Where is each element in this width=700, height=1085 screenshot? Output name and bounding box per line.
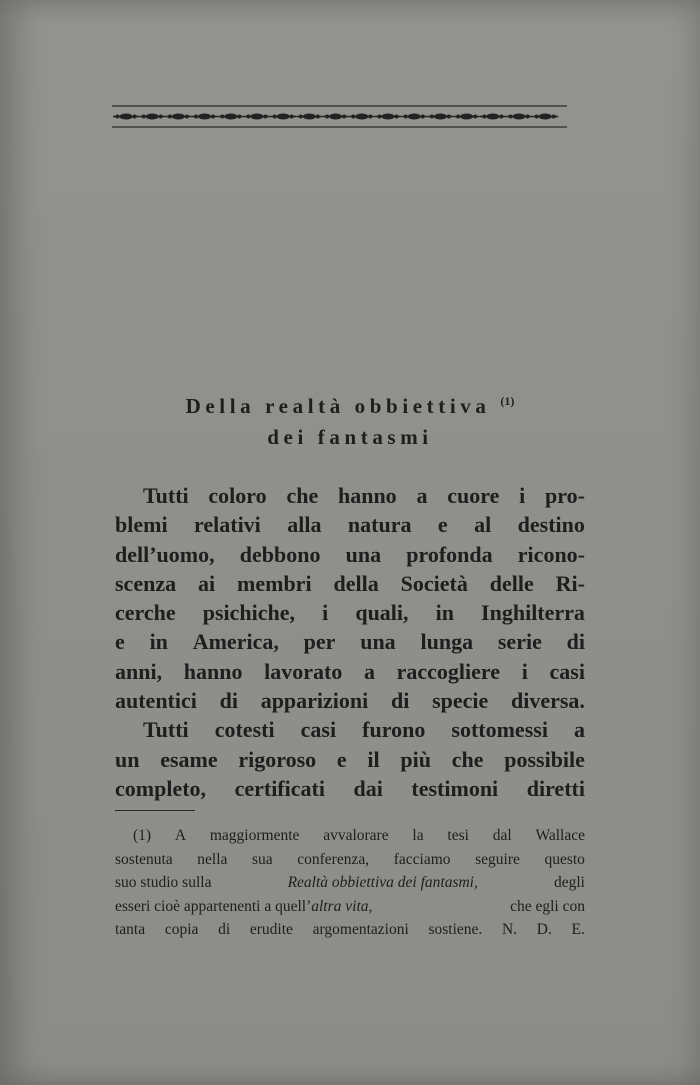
body-line: e in America, per una lunga serie di (115, 629, 585, 655)
footnote-line: sostenuta nella sua conferenza, facciamo seguire questo (115, 850, 585, 868)
body-line: scenza ai membri della Società delle Ri- (115, 570, 585, 596)
body-line: un esame rigoroso e il più che possibile (115, 746, 585, 772)
body-line: Tutti coloro che hanno a cuore i pro- (143, 483, 585, 508)
chapter-title-line-1 (60, 394, 640, 419)
footnote-line: suo studio sulla Realtà obbiettiva dei fantasmi, degli (115, 871, 585, 895)
body-line: completo, certificati dai testimoni diretti (115, 775, 585, 801)
italic-title-reference: Realtà obbiettiva dei fantasmi, (287, 874, 478, 892)
title-footnote-marker: (1) (500, 394, 515, 408)
body-paragraphs (115, 481, 585, 803)
footnote-line: tanta copia di erudite argomentazioni sostiene. N. D. E. (115, 921, 585, 939)
body-line: cerche psichiche, i quali, in Inghilterra (115, 600, 585, 626)
title-text: Della realtà obbiettiva (185, 394, 491, 418)
chapter-title-line-2: dei fantasmi (267, 425, 433, 449)
body-line: anni, hanno lavorato a raccogliere i casi (115, 658, 585, 684)
body-line: Tutti cotesti casi furono sottomessi a (143, 717, 585, 743)
footnote (115, 824, 585, 942)
footnote-line: (1) A maggiormente avvalorare la tesi dal Wallace (133, 827, 585, 844)
body-line: dell’uomo, debbono una profonda ricono- (115, 541, 585, 567)
footnote-line: esseri cioè appartenenti a quell’altra vita, che egli con (115, 897, 585, 915)
body-line: autentici di apparizioni di specie diversa. (115, 688, 585, 714)
body-line: blemi relativi alla natura e al destino (115, 512, 585, 538)
italic-phrase: altra vita, (311, 897, 373, 915)
decorative-header-ornament (112, 104, 567, 130)
footnote-separator (115, 810, 195, 811)
